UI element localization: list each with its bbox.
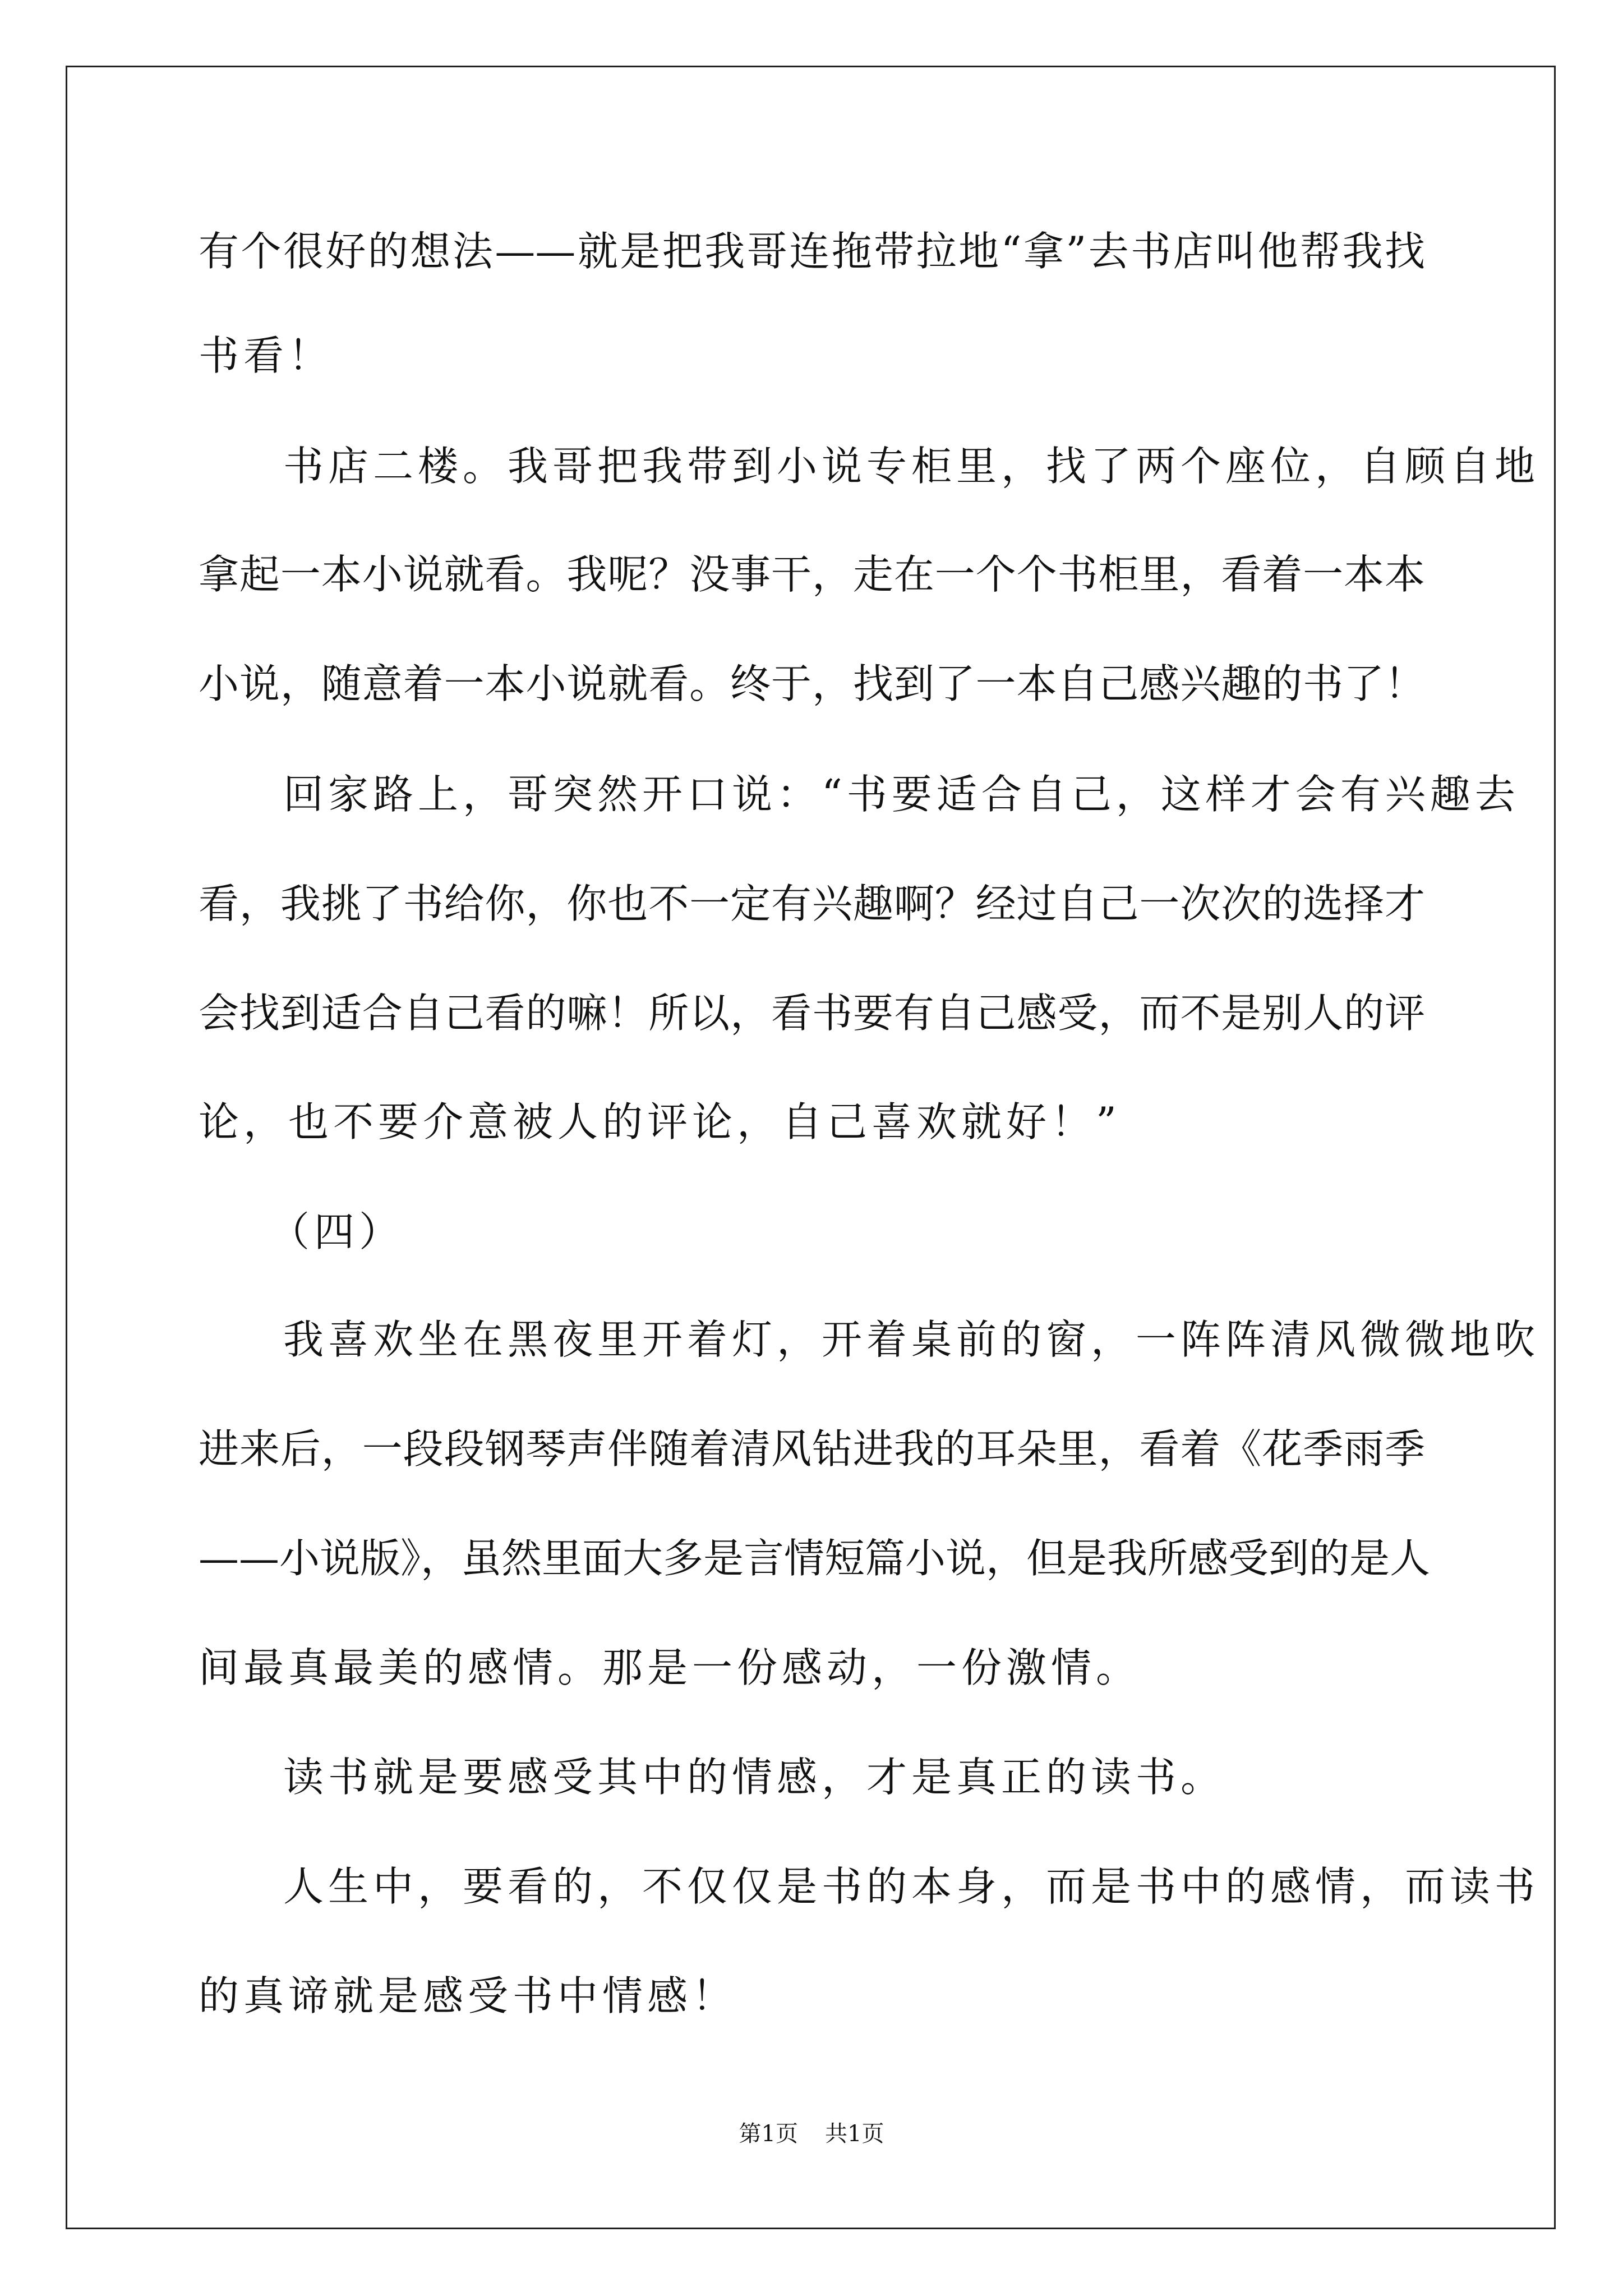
text-line: 书看！ bbox=[199, 332, 334, 379]
text-line: 看，我挑了书给你，你也不一定有兴趣啊？经过自己一次次的选择才 bbox=[199, 880, 1425, 927]
text-line: 回家路上，哥突然开口说：“书要适合自己，这样才会有兴趣去 bbox=[283, 771, 1520, 818]
text-line: 读书就是要感受其中的情感，才是真正的读书。 bbox=[283, 1754, 1226, 1801]
text-line: 书店二楼。我哥把我带到小说专柜里，找了两个座位，自顾自地 bbox=[283, 443, 1540, 490]
text-line: 进来后，一段段钢琴声伴随着清风钻进我的耳朵里，看着《花季雨季 bbox=[199, 1425, 1425, 1473]
text-line: 有个很好的想法——就是把我哥连拖带拉地“拿”去书店叫他帮我找 bbox=[199, 228, 1425, 275]
page-footer bbox=[0, 2123, 1623, 2145]
text-line: 我喜欢坐在黑夜里开着灯，开着桌前的窗，一阵阵清风微微地吹 bbox=[283, 1316, 1540, 1363]
text-line: 会找到适合自己看的嘛！所以，看书要有自己感受，而不是别人的评 bbox=[199, 990, 1425, 1037]
text-line: 间最真最美的感情。那是一份感动，一份激情。 bbox=[199, 1644, 1141, 1691]
text-line: 论，也不要介意被人的评论，自己喜欢就好！” bbox=[199, 1098, 1121, 1145]
text-line: 拿起一本小说就看。我呢？没事干，走在一个个书柜里，看着一本本 bbox=[199, 551, 1425, 598]
page-number: 第1页 bbox=[739, 2121, 798, 2147]
text-line: 的真谛就是感受书中情感！ bbox=[199, 1972, 737, 2019]
text-line: 人生中，要看的，不仅仅是书的本身，而是书中的感情，而读书 bbox=[283, 1863, 1540, 1910]
text-line: 小说，随意着一本小说就看。终于，找到了一本自己感兴趣的书了！ bbox=[199, 660, 1425, 707]
page-total: 共1页 bbox=[825, 2121, 884, 2147]
text-line: ——小说版》，虽然里面大多是言情短篇小说，但是我所感受到的是人 bbox=[199, 1535, 1431, 1582]
section-heading: （四） bbox=[269, 1208, 404, 1255]
